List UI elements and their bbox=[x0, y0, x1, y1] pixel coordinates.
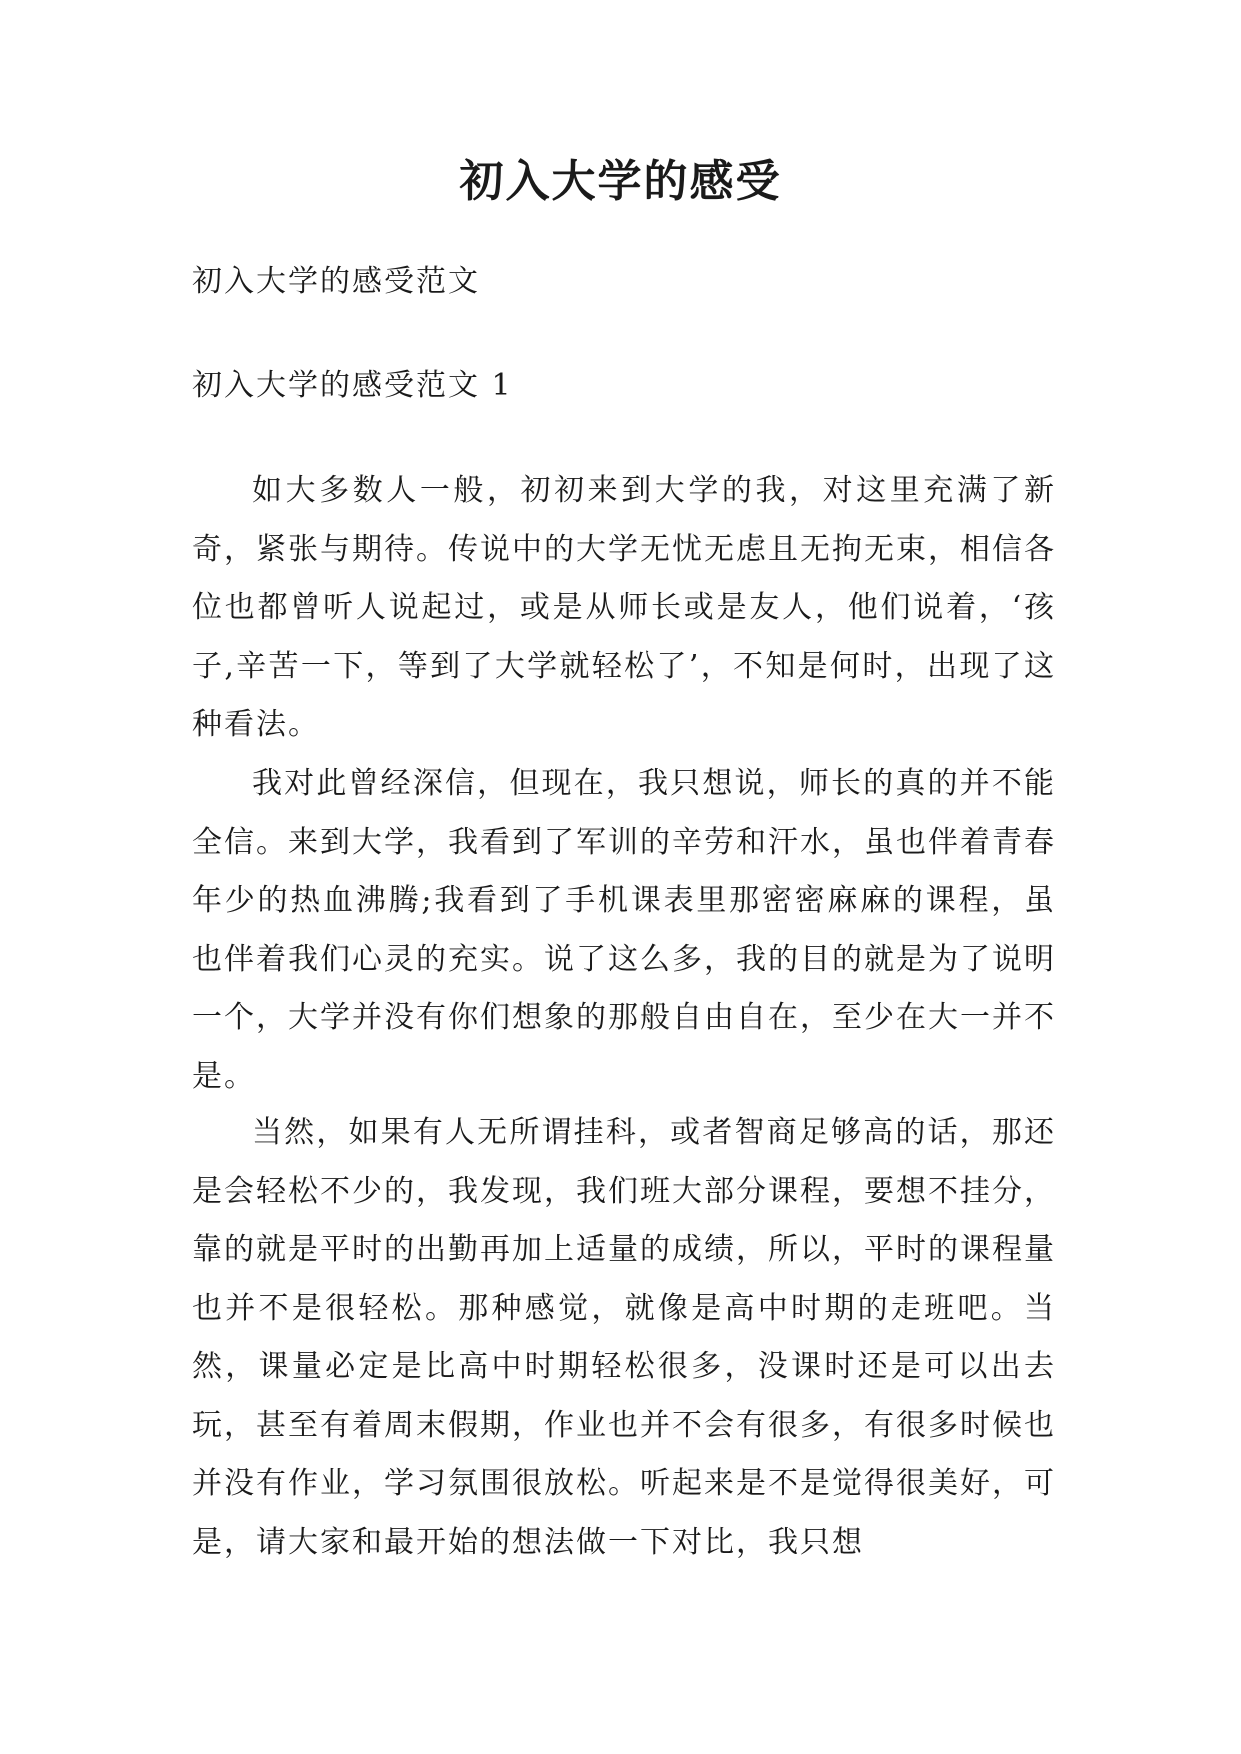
document-title: 初入大学的感受 bbox=[459, 156, 782, 207]
paragraph-3: 当然，如果有人无所谓挂科，或者智商足够高的话，那还是会轻松不少的，我发现，我们班大部分课程，要想不挂分，靠的就是平时的出勤再加上适量的成绩，所以，平时的课程量也并不是很轻松。那种感觉，就像是高中时期的走班吧。当然，课量必定是比高中时期轻松很多，没课时还是可以出去玩，甚至有着周末假期，作业也并不会有很多，有很多时候也并没有作业，学习氛围很放松。听起来是不是觉得很美好，可是，请大家和最开始的想法做一下对比，我只想 bbox=[192, 1115, 1056, 1560]
section-heading: 初入大学的感受范文 1 bbox=[192, 368, 513, 403]
paragraph-1: 如大多数人一般，初初来到大学的我，对这里充满了新奇，紧张与期待。传说中的大学无忧无虑且无拘无束，相信各位也都曾听人说起过，或是从师长或是友人，他们说着，‘孩子,辛苦一下，等到了大学就轻松了’，不知是何时，出现了这种看法。 bbox=[192, 473, 1056, 742]
paragraph-2: 我对此曾经深信，但现在，我只想说，师长的真的并不能全信。来到大学，我看到了军训的辛劳和汗水，虽也伴着青春年少的热血沸腾;我看到了手机课表里那密密麻麻的课程，虽也伴着我们心灵的充实。说了这么多，我的目的就是为了说明一个，大学并没有你们想象的那般自由自在，至少在大一并不是。 bbox=[192, 766, 1056, 1094]
document-subtitle: 初入大学的感受范文 bbox=[192, 264, 480, 299]
